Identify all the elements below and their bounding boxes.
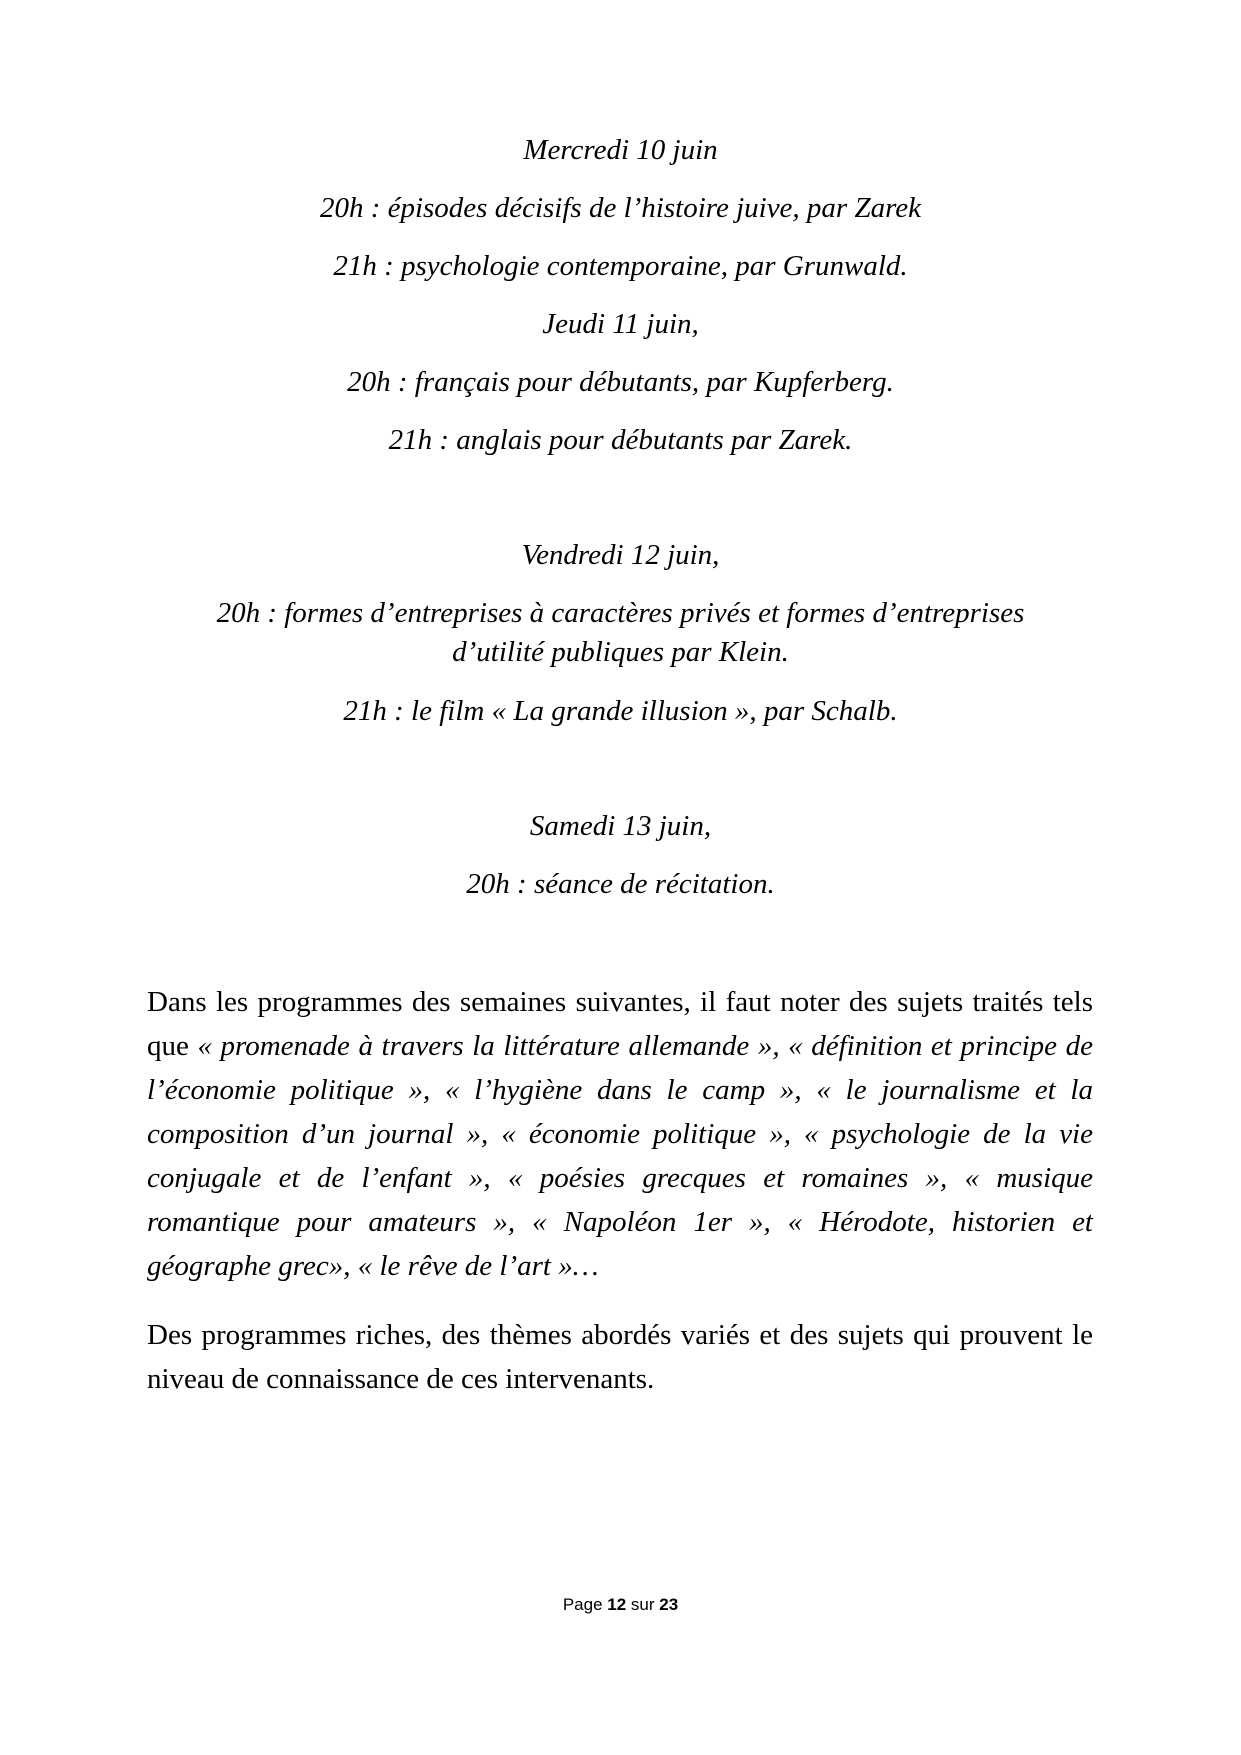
day-heading-friday: Vendredi 12 juin, [521,539,720,571]
schedule-item: 20h : français pour débutants, par Kupferberg. [347,366,894,398]
day-heading-thursday: Jeudi 11 juin, [542,308,699,340]
schedule-item: d’utilité publiques par Klein. [452,636,789,668]
page-number-current: 12 [607,1595,627,1614]
body-paragraph [147,980,1093,1288]
page-number-total: 23 [659,1595,679,1614]
schedule-item: 20h : épisodes décisifs de l’histoire juive, par Zarek [319,192,922,224]
page-footer [0,1594,1241,1616]
schedule-item: 21h : anglais pour débutants par Zarek. [388,424,853,456]
footer-middle: sur [626,1595,660,1614]
body-paragraph: Des programmes riches, des thèmes abordés variés et des sujets qui prouvent le niveau de connaissance de ces intervenants. [147,1319,1093,1395]
schedule-item: 20h : formes d’entreprises à caractères privés et formes d’entreprises [216,597,1025,629]
schedule-item: 20h : séance de récitation. [466,868,775,900]
day-heading-saturday: Samedi 13 juin, [529,810,712,842]
footer-prefix: Page [562,1595,608,1614]
schedule-item: 21h : le film « La grande illusion », par Schalb. [343,695,898,727]
paragraph-intro: Dans les programmes des semaines suivantes, il faut noter des sujets traités tels que [147,986,1093,1062]
paragraph-topics: « promenade à travers la littérature allemande », « définition et principe de l’économie politique », « l’hygiène dans le camp », « le journalisme et la composition d’un journal », « économie politique », « psychologie de la vie conjugale et de l’enfant », « poésies grecques et romaines », « musique romantique pour amateurs », « Napoléon 1er », « Hérodote, historien et géographe grec», « le rêve de l’art »… [147,1030,1093,1282]
schedule-item: 21h : psychologie contemporaine, par Grunwald. [333,250,908,282]
day-heading-wednesday: Mercredi 10 juin [523,134,718,166]
